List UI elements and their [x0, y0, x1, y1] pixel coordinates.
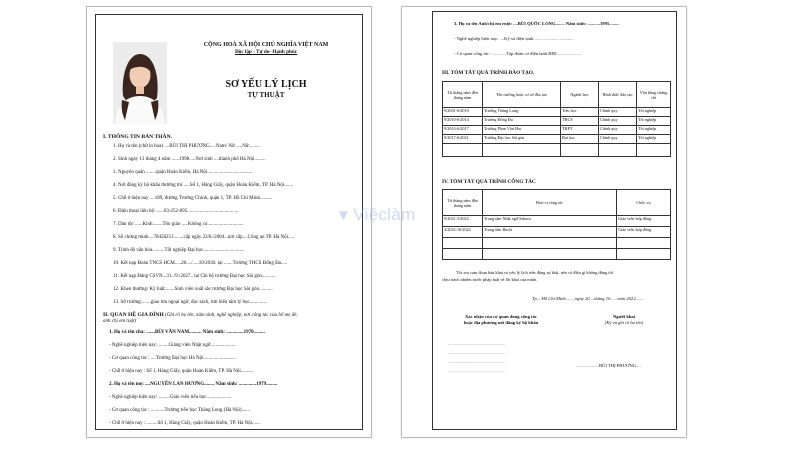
table-cell: Trường Thăng Long [483, 108, 561, 117]
section-personal-info-title: I. THÔNG TIN BẢN THÂN. [103, 134, 173, 140]
family-item: 1. Họ và tên cha: .......BÙI VĂN NAM.......... Năm sinh: ..............1970......... [109, 330, 265, 335]
table-cell [483, 144, 561, 157]
vieclam-logo-icon: ▼ [336, 207, 352, 224]
table-cell [443, 238, 483, 249]
personal-info-item: 5. Chỗ ở hiện nay ....189, đường Trường Chinh, quận 1, TP. Hồ Chí Minh.......... [113, 196, 273, 201]
personal-info-item: 3. Nguyên quán ........quận Hoàn Kiếm, Hà Nội.................................... [113, 170, 253, 175]
personal-info-item: 4. Nơi đăng ký hộ khẩu thường trú .....Số 1, Hàng Giấy, quận Hoàn Kiếm, TP. Hà Nội....... [113, 183, 294, 188]
personal-info-item: 10. Kết nạp Đoàn TNCS HCM.....26..../.....10/2030. tại .......Trường THCS Đống Đa..... [113, 261, 288, 266]
family-item: - Chỗ ở hiện nay : .........Số 1, Hàng Giấy, quận Hoàn Kiếm, TP. Hà Nội....... [109, 421, 261, 426]
table-cell [483, 238, 617, 249]
training-table-header [443, 82, 671, 108]
family-item: - Chỗ ở hiện nay : Số 1, Hàng Giấy, quận Hoàn Kiếm, TP. Hà Nội.......... [109, 369, 254, 374]
table-cell: Tốt nghiệp [637, 117, 671, 126]
section-training-title: III. TÓM TẮT QUÁ TRÌNH ĐÀO TẠO. [442, 70, 535, 76]
confirm-blank-line: .................................................. [448, 359, 506, 364]
table-row [443, 238, 671, 249]
col-period: Từ tháng năm đến tháng năm [443, 82, 483, 108]
table-row [443, 227, 671, 238]
sibling-item: - Cơ quan công tác : ............Tập đoàn cơ điện lạnh REE..................... [454, 51, 582, 56]
table-cell: 9/2001-6/2010 [443, 108, 483, 117]
table-cell: Chính quy [599, 126, 637, 135]
sibling-item: - Nghề nghiệp hiện nay: ....Kỹ sư điện lạnh................................... [454, 36, 574, 41]
personal-info-item: 1. Họ và tên (chữ in hoa) ....BÙI THỊ PHƯƠNG.....Nam/ Nữ .....Nữ......... [113, 144, 260, 149]
confirm-blank-line: .................................................. [448, 341, 506, 346]
personal-info-item: 8. Số chứng minh....78458251........cấp ngày 22/8./2004...nơi cấp....Công an TP. Hà Nội..... [113, 235, 295, 240]
family-item: - Cơ quan công tác : ....Trường Đại học Hà Nội.......................... [109, 356, 236, 361]
declarant-name: ....................BÙI THỊ PHƯƠNG.... [576, 363, 641, 368]
table-cell: Trung tâm Hachi [483, 227, 617, 238]
table-cell: THPT [561, 126, 599, 135]
document-title: SƠ YẾU LÝ LỊCH [225, 79, 307, 90]
family-item: 2. Họ và tên mẹ: ....NGUYỄN LAN HƯƠNG........ Năm sinh: ..............1979......... [109, 382, 278, 387]
sign-date: Tp....Hồ Chí Minh......, ngày 20....tháng 10..... năm 2022....... [532, 296, 644, 301]
family-item: - Nghề nghiệp hiện nay: ........Giảng viên Nhật ngữ.................... [109, 343, 236, 348]
table-cell: 9/2014-6/2017 [443, 126, 483, 135]
table-cell: Trường Phan Văn Hai [483, 126, 561, 135]
table-cell: 9/2010-6/2014 [443, 117, 483, 126]
table-cell: 4/2022-10/2022 [443, 227, 483, 238]
table-cell [637, 144, 671, 157]
cv-page-left [86, 6, 372, 438]
table-row [443, 108, 671, 117]
commitment-line: chịu trách nhiệm trước pháp luật về lời khai của mình. [442, 277, 538, 282]
col-school: Tên trường hoặc cơ sở đào tạo [483, 82, 561, 108]
watermark [336, 205, 415, 225]
personal-info-item: 9. Trình độ văn hóa..........Tốt nghiệp Đại học................................. [113, 248, 245, 253]
confirm-title: Xác nhận của cơ quan đang công tác [465, 314, 537, 319]
personal-info-item: 11. Kết nạp Đảng CSVN...31../9./2027.. tại Chi bộ trường Đại học Sài gòn........... [113, 274, 276, 279]
table-row [443, 216, 671, 227]
confirm-blank-line: .................................................. [448, 350, 506, 355]
col-degree: Văn bằng chứng chỉ [637, 82, 671, 108]
table-row [443, 117, 671, 126]
table-cell: Chính quy [599, 117, 637, 126]
personal-info-item: 7. Dân tộc ......Kinh........Tôn giáo .....Không có............................. [113, 222, 244, 227]
table-cell: Trường Đại học Sài gòn [483, 135, 561, 144]
training-table [442, 81, 671, 157]
section-family-note: (Ghi rõ họ tên, năm sinh, nghề nghiệp, nơi công tác của bố mẹ đẻ, [165, 313, 298, 318]
section-family-header [103, 312, 298, 319]
table-cell: Tiểu học [561, 108, 599, 117]
table-cell: Giáo viên hợp đồng [617, 216, 671, 227]
table-cell [617, 249, 671, 260]
work-table-header [443, 190, 671, 216]
portrait-image [113, 42, 167, 124]
table-cell: Tốt nghiệp [637, 135, 671, 144]
table-cell: 9/2021-3/2022 [443, 216, 483, 227]
table-cell: Giáo viên hợp đồng [617, 227, 671, 238]
personal-info-item: 2. Sinh ngày 13 tháng 4 năm ......1998.....Nơi sinh ....thành phố Hà Nội......... [113, 157, 266, 162]
table-cell [599, 144, 637, 157]
declarant-note: (Ký và ghi rõ họ tên) [604, 320, 644, 325]
personal-info-item: 12. Khen thưởng/ Kỷ luật:.......Sinh viên xuất sắc trường Đại học Sài gòn........... [113, 287, 273, 292]
table-cell [561, 144, 599, 157]
document-subtitle: TỰ THUẬT [247, 91, 285, 99]
table-cell: 9/2017-6/2021 [443, 135, 483, 144]
header-country: CỘNG HOÀ XÃ HỘI CHỦ NGHĨA VIỆT NAM [203, 42, 329, 48]
section-family-note-cont: anh chị em ruột) [103, 319, 137, 324]
table-row [443, 249, 671, 260]
table-cell: Chính quy [599, 135, 637, 144]
col-form: Hình thức đào tạo [599, 82, 637, 108]
table-cell: Tốt nghiệp [637, 126, 671, 135]
table-cell [443, 144, 483, 157]
personal-info-item: 13. Sở trường:.......giao lưu ngoại ngữ, đọc sách, tìm hiểu tâm lý học.............. [113, 300, 268, 305]
table-cell: Chính quy [599, 108, 637, 117]
confirm-title-cont: hoặc địa phương nơi đăng ký hộ khẩu [463, 320, 539, 325]
personal-info-item: 6. Điện thoại liên hệ: ......03-252-895......................................... [113, 209, 239, 214]
col-period: Từ tháng năm đến tháng năm [443, 190, 483, 216]
family-item: - Nghề nghiệp hiện nay: .........Giáo viên tiểu học.................... [109, 395, 232, 400]
table-row [443, 126, 671, 135]
table-cell [617, 238, 671, 249]
table-row [443, 135, 671, 144]
sibling-item: 3. Họ và tên Anh/chị em ruột: ....BÙI QUỐC LONG........ Năm sinh: ...........1995......... [454, 21, 620, 26]
family-item: - Cơ quan công tác : ...........Trường tiểu học Thăng Long (Hà Nội)....... [109, 408, 251, 413]
work-table [442, 189, 671, 260]
table-cell: Đại học [561, 135, 599, 144]
portrait-photo [113, 42, 167, 124]
table-cell [443, 249, 483, 260]
confirm-blank-line: .................................................. [448, 368, 506, 373]
table-cell: Tốt nghiệp [637, 108, 671, 117]
commitment-line: Tôi xin cam đoan bản khai sơ yếu lý lịch trên đúng sự thật, nếu có điều gì không đúng tôi [456, 270, 614, 275]
table-cell [483, 249, 617, 260]
table-cell: Trường Đống Đa [483, 117, 561, 126]
section-family-title: II. QUAN HỆ GIA ĐÌNH [103, 312, 164, 318]
declarant-title: Người khai [612, 314, 636, 319]
table-cell: THCS [561, 117, 599, 126]
watermark-text: Việclàm [353, 205, 416, 224]
col-position: Chức vụ [617, 190, 671, 216]
header-motto: Độc lập - Tự do- Hạnh phúc [234, 49, 298, 55]
table-cell: Trung tâm Nhật ngữ Sakura [483, 216, 617, 227]
col-major: Ngành học [561, 82, 599, 108]
col-workplace: Đơn vị công tác [483, 190, 617, 216]
cv-page-right [401, 6, 687, 438]
section-work-title: IV. TÓM TẮT QUÁ TRÌNH CÔNG TÁC [442, 179, 536, 185]
table-row [443, 144, 671, 157]
